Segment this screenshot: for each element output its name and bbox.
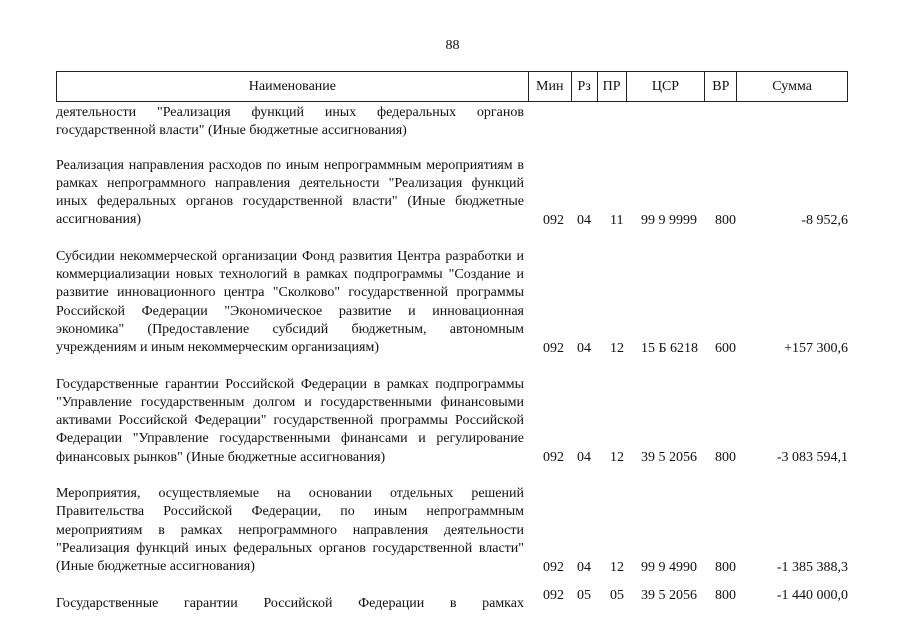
row-name: Мероприятия, осуществляемые на основании отдельных решений Правительства Российской Федерации, по иным непрограммным мероприятиям в рамках непрограммного направления деятельности "Реализация функций иных федеральных органов государственной власти" (Иные бюджетные ассигнования) <box>56 486 524 575</box>
table-body <box>56 104 848 631</box>
table-row <box>56 485 848 576</box>
table-row <box>56 587 848 613</box>
cell-min: 092 <box>543 559 564 575</box>
cell-pr: 12 <box>610 340 624 356</box>
cell-rz: 04 <box>577 559 591 575</box>
header-min: Мин <box>529 72 572 101</box>
cell-min: 092 <box>543 212 564 228</box>
header-vr: ВР <box>705 72 737 101</box>
table-row <box>56 157 848 230</box>
table-row <box>56 376 848 467</box>
header-name: Наименование <box>57 72 529 101</box>
cell-vr: 600 <box>715 340 736 356</box>
table-row <box>56 104 848 141</box>
cell-csr: 99 9 9999 <box>641 212 697 228</box>
cell-csr: 99 9 4990 <box>641 559 697 575</box>
row-name: Реализация направления расходов по иным непрограммным мероприятиям в рамках непрограммного направления деятельности "Реализация функций иных федеральных органов государственной власти" (Иные бюджетные ассигнования) <box>56 157 524 228</box>
cell-min: 092 <box>543 450 564 466</box>
cell-pr: 11 <box>610 212 624 228</box>
cell-sum: -1 385 388,3 <box>776 559 848 575</box>
header-rz: Рз <box>572 72 598 101</box>
header-pr: ПР <box>598 72 627 101</box>
cell-vr: 800 <box>715 212 736 228</box>
cell-vr: 800 <box>715 587 736 603</box>
cell-vr: 800 <box>715 450 736 466</box>
table-header <box>56 71 848 102</box>
cell-vr: 800 <box>715 559 736 575</box>
page-number: 88 <box>445 38 460 53</box>
cell-sum: +157 300,6 <box>784 340 848 356</box>
header-csr: ЦСР <box>627 72 706 101</box>
cell-pr: 12 <box>610 450 624 466</box>
cell-sum: -8 952,6 <box>801 212 848 228</box>
row-name: Государственные гарантии Российской Федерации в рамках <box>56 595 524 611</box>
cell-pr: 05 <box>610 587 624 603</box>
cell-csr: 39 5 2056 <box>641 450 697 466</box>
cell-pr: 12 <box>610 559 624 575</box>
cell-csr: 15 Б 6218 <box>641 340 699 356</box>
table-row <box>56 248 848 358</box>
cell-csr: 39 5 2056 <box>641 587 697 603</box>
cell-rz: 05 <box>577 587 591 603</box>
row-name: Государственные гарантии Российской Федерации в рамках подпрограммы "Управление государственным долгом и государственными финансовыми активами Российской Федерации" государственной программы Российской Федерации "Управление государственными финансами и регулирование финансовых рынков" (Иные бюджетные ассигнования) <box>56 376 524 465</box>
cell-rz: 04 <box>577 212 591 228</box>
header-sum: Сумма <box>772 78 812 94</box>
cell-sum: -1 440 000,0 <box>776 587 848 603</box>
cell-sum: -3 083 594,1 <box>776 450 848 466</box>
row-name: Субсидии некоммерческой организации Фонд развития Центра разработки и коммерциализации новых технологий в рамках подпрограммы "Создание и развитие инновационного центра "Сколково" государственной программы Российской Федерации "Экономическое развитие и инновационная экономика" (Предоставление субсидий бюджетным, автономным учреждениям и иным некоммерческим организациям) <box>56 248 524 356</box>
cell-min: 092 <box>543 340 564 356</box>
cell-rz: 04 <box>577 340 591 356</box>
cell-rz: 04 <box>577 450 591 466</box>
cell-min: 092 <box>543 587 564 603</box>
row-name: деятельности "Реализация функций иных федеральных органов государственной власти" (Иные бюджетные ассигнования) <box>56 105 524 139</box>
